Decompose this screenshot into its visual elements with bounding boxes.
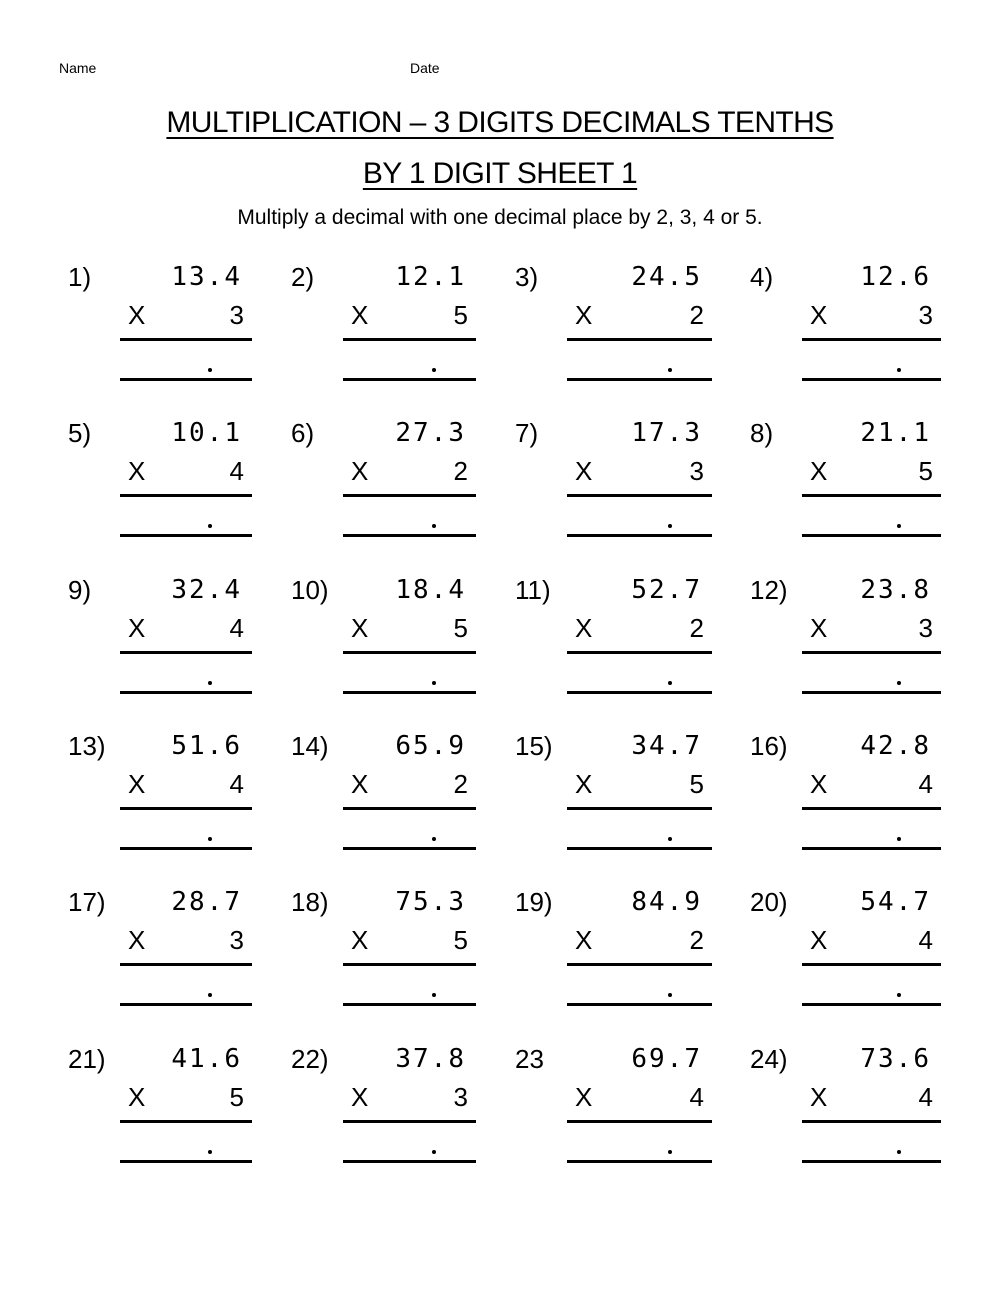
- decimal-point-icon: [432, 993, 436, 997]
- answer-blank[interactable]: [343, 655, 476, 694]
- multiplier: 2: [453, 769, 468, 799]
- multiplier: 5: [453, 613, 468, 643]
- multiplication-row: [343, 925, 476, 966]
- multiplicand: 52.7: [631, 575, 702, 605]
- times-sign-icon: X: [810, 300, 828, 330]
- answer-blank[interactable]: [120, 498, 252, 537]
- problem-19: [515, 887, 717, 1017]
- answer-blank[interactable]: [120, 655, 252, 694]
- problem-number: 17): [68, 887, 106, 917]
- problem-4: [750, 262, 946, 392]
- multiplication-row: [343, 1082, 476, 1123]
- problem-21: [68, 1044, 257, 1174]
- problem-7: [515, 418, 717, 548]
- multiplicand: 17.3: [631, 418, 702, 448]
- multiplier: 2: [689, 300, 704, 330]
- problem-number: 19): [515, 887, 553, 917]
- problem-17: [68, 887, 257, 1017]
- times-sign-icon: X: [351, 456, 369, 486]
- multiplication-row: [567, 1082, 712, 1123]
- multiplier: 2: [689, 925, 704, 955]
- times-sign-icon: X: [351, 613, 369, 643]
- problem-2: [291, 262, 481, 392]
- multiplication-row: [567, 613, 712, 654]
- answer-blank[interactable]: [343, 342, 476, 381]
- problem-number: 24): [750, 1044, 788, 1074]
- times-sign-icon: X: [351, 1082, 369, 1112]
- multiplicand: 69.7: [631, 1044, 702, 1074]
- multiplier: 4: [229, 769, 244, 799]
- problem-number: 4): [750, 262, 774, 292]
- multiplier: 5: [453, 300, 468, 330]
- multiplicand: 27.3: [395, 418, 466, 448]
- multiplication-row: [343, 769, 476, 810]
- decimal-point-icon: [668, 368, 672, 372]
- answer-blank[interactable]: [567, 967, 712, 1006]
- times-sign-icon: X: [351, 925, 369, 955]
- worksheet-instructions: Multiply a decimal with one decimal place by 2, 3, 4 or 5.: [237, 206, 763, 229]
- answer-blank[interactable]: [802, 342, 941, 381]
- multiplier: 3: [918, 613, 933, 643]
- multiplicand: 32.4: [171, 575, 242, 605]
- answer-blank[interactable]: [802, 1124, 941, 1163]
- decimal-point-icon: [897, 993, 901, 997]
- decimal-point-icon: [668, 837, 672, 841]
- times-sign-icon: X: [575, 456, 593, 486]
- problem-number: 6): [291, 418, 315, 448]
- times-sign-icon: X: [810, 456, 828, 486]
- problem-number: 23: [515, 1044, 544, 1074]
- multiplication-row: [802, 300, 941, 341]
- times-sign-icon: X: [810, 769, 828, 799]
- times-sign-icon: X: [810, 1082, 828, 1112]
- problem-number: 5): [68, 418, 92, 448]
- multiplier: 4: [918, 769, 933, 799]
- problem-number: 22): [291, 1044, 329, 1074]
- decimal-point-icon: [208, 368, 212, 372]
- multiplication-row: [567, 456, 712, 497]
- problem-number: 18): [291, 887, 329, 917]
- worksheet-title-line1: MULTIPLICATION – 3 DIGITS DECIMALS TENTHS: [166, 106, 834, 139]
- times-sign-icon: X: [810, 613, 828, 643]
- problem-number: 3): [515, 262, 539, 292]
- times-sign-icon: X: [128, 300, 146, 330]
- name-label: Name: [59, 60, 97, 76]
- multiplication-row: [567, 925, 712, 966]
- answer-blank[interactable]: [120, 1124, 252, 1163]
- answer-blank[interactable]: [120, 967, 252, 1006]
- multiplicand: 41.6: [171, 1044, 242, 1074]
- multiplier: 3: [229, 300, 244, 330]
- answer-blank[interactable]: [802, 498, 941, 537]
- multiplication-row: [802, 613, 941, 654]
- problem-number: 12): [750, 575, 788, 605]
- decimal-point-icon: [668, 993, 672, 997]
- multiplication-row: [343, 456, 476, 497]
- problem-number: 11): [515, 575, 551, 605]
- decimal-point-icon: [432, 524, 436, 528]
- problem-1: [68, 262, 257, 392]
- problem-number: 8): [750, 418, 774, 448]
- problem-6: [291, 418, 481, 548]
- problem-number: 16): [750, 731, 788, 761]
- multiplicand: 51.6: [171, 731, 242, 761]
- decimal-point-icon: [897, 681, 901, 685]
- times-sign-icon: X: [128, 613, 146, 643]
- problem-11: [515, 575, 717, 705]
- multiplicand: 84.9: [631, 887, 702, 917]
- multiplicand: 10.1: [171, 418, 242, 448]
- answer-blank[interactable]: [567, 498, 712, 537]
- times-sign-icon: X: [128, 925, 146, 955]
- multiplier: 2: [453, 456, 468, 486]
- decimal-point-icon: [897, 837, 901, 841]
- multiplier: 3: [229, 925, 244, 955]
- answer-blank[interactable]: [567, 655, 712, 694]
- problem-number: 2): [291, 262, 315, 292]
- worksheet-title-line2: BY 1 DIGIT SHEET 1: [362, 157, 638, 190]
- problem-number: 15): [515, 731, 553, 761]
- multiplicand: 65.9: [395, 731, 466, 761]
- decimal-point-icon: [208, 1150, 212, 1154]
- decimal-point-icon: [208, 993, 212, 997]
- answer-blank[interactable]: [802, 655, 941, 694]
- answer-blank[interactable]: [802, 811, 941, 850]
- times-sign-icon: X: [128, 456, 146, 486]
- multiplicand: 75.3: [395, 887, 466, 917]
- answer-blank[interactable]: [343, 1124, 476, 1163]
- multiplier: 4: [918, 1082, 933, 1112]
- times-sign-icon: X: [810, 925, 828, 955]
- problem-5: [68, 418, 257, 548]
- problem-9: [68, 575, 257, 705]
- decimal-point-icon: [897, 368, 901, 372]
- problem-number: 9): [68, 575, 92, 605]
- problem-number: 7): [515, 418, 539, 448]
- problem-number: 21): [68, 1044, 106, 1074]
- multiplication-row: [343, 300, 476, 341]
- multiplication-row: [120, 769, 252, 810]
- problem-number: 13): [68, 731, 106, 761]
- times-sign-icon: X: [351, 300, 369, 330]
- multiplicand: 12.6: [860, 262, 931, 292]
- problem-14: [291, 731, 481, 861]
- decimal-point-icon: [208, 524, 212, 528]
- decimal-point-icon: [432, 837, 436, 841]
- multiplication-row: [802, 1082, 941, 1123]
- problem-13: [68, 731, 257, 861]
- multiplication-row: [343, 613, 476, 654]
- problem-22: [291, 1044, 481, 1174]
- times-sign-icon: X: [351, 769, 369, 799]
- problem-number: 1): [68, 262, 92, 292]
- multiplication-row: [802, 456, 941, 497]
- problem-18: [291, 887, 481, 1017]
- multiplier: 3: [453, 1082, 468, 1112]
- multiplier: 5: [689, 769, 704, 799]
- multiplicand: 13.4: [171, 262, 242, 292]
- multiplication-row: [120, 1082, 252, 1123]
- decimal-point-icon: [897, 1150, 901, 1154]
- multiplicand: 54.7: [860, 887, 931, 917]
- multiplication-row: [567, 769, 712, 810]
- decimal-point-icon: [668, 1150, 672, 1154]
- problem-10: [291, 575, 481, 705]
- problem-15: [515, 731, 717, 861]
- problem-12: [750, 575, 946, 705]
- multiplier: 3: [689, 456, 704, 486]
- times-sign-icon: X: [575, 769, 593, 799]
- multiplicand: 23.8: [860, 575, 931, 605]
- multiplier: 4: [229, 456, 244, 486]
- multiplier: 5: [453, 925, 468, 955]
- problem-8: [750, 418, 946, 548]
- answer-blank[interactable]: [343, 967, 476, 1006]
- answer-blank[interactable]: [567, 342, 712, 381]
- times-sign-icon: X: [575, 1082, 593, 1112]
- problem-20: [750, 887, 946, 1017]
- problem-24: [750, 1044, 946, 1174]
- decimal-point-icon: [208, 681, 212, 685]
- multiplier: 5: [229, 1082, 244, 1112]
- date-label: Date: [410, 60, 440, 76]
- multiplicand: 12.1: [395, 262, 466, 292]
- decimal-point-icon: [432, 681, 436, 685]
- multiplier: 3: [918, 300, 933, 330]
- multiplicand: 34.7: [631, 731, 702, 761]
- problem-23: [515, 1044, 717, 1174]
- multiplication-row: [567, 300, 712, 341]
- multiplier: 4: [229, 613, 244, 643]
- multiplicand: 24.5: [631, 262, 702, 292]
- multiplier: 2: [689, 613, 704, 643]
- multiplication-row: [120, 456, 252, 497]
- multiplicand: 28.7: [171, 887, 242, 917]
- answer-blank[interactable]: [343, 498, 476, 537]
- multiplicand: 42.8: [860, 731, 931, 761]
- problem-number: 20): [750, 887, 788, 917]
- decimal-point-icon: [668, 524, 672, 528]
- multiplication-row: [120, 925, 252, 966]
- decimal-point-icon: [897, 524, 901, 528]
- multiplication-row: [802, 925, 941, 966]
- multiplier: 5: [918, 456, 933, 486]
- answer-blank[interactable]: [120, 811, 252, 850]
- multiplicand: 18.4: [395, 575, 466, 605]
- times-sign-icon: X: [128, 769, 146, 799]
- decimal-point-icon: [432, 368, 436, 372]
- answer-blank[interactable]: [802, 967, 941, 1006]
- multiplication-row: [802, 769, 941, 810]
- problem-number: 14): [291, 731, 329, 761]
- problem-number: 10): [291, 575, 329, 605]
- answer-blank[interactable]: [567, 1124, 712, 1163]
- times-sign-icon: X: [575, 300, 593, 330]
- multiplier: 4: [918, 925, 933, 955]
- answer-blank[interactable]: [567, 811, 712, 850]
- problem-3: [515, 262, 717, 392]
- decimal-point-icon: [208, 837, 212, 841]
- times-sign-icon: X: [128, 1082, 146, 1112]
- times-sign-icon: X: [575, 925, 593, 955]
- multiplication-row: [120, 613, 252, 654]
- answer-blank[interactable]: [120, 342, 252, 381]
- decimal-point-icon: [432, 1150, 436, 1154]
- multiplicand: 21.1: [860, 418, 931, 448]
- times-sign-icon: X: [575, 613, 593, 643]
- multiplicand: 37.8: [395, 1044, 466, 1074]
- multiplication-row: [120, 300, 252, 341]
- answer-blank[interactable]: [343, 811, 476, 850]
- problem-16: [750, 731, 946, 861]
- multiplier: 4: [689, 1082, 704, 1112]
- multiplicand: 73.6: [860, 1044, 931, 1074]
- decimal-point-icon: [668, 681, 672, 685]
